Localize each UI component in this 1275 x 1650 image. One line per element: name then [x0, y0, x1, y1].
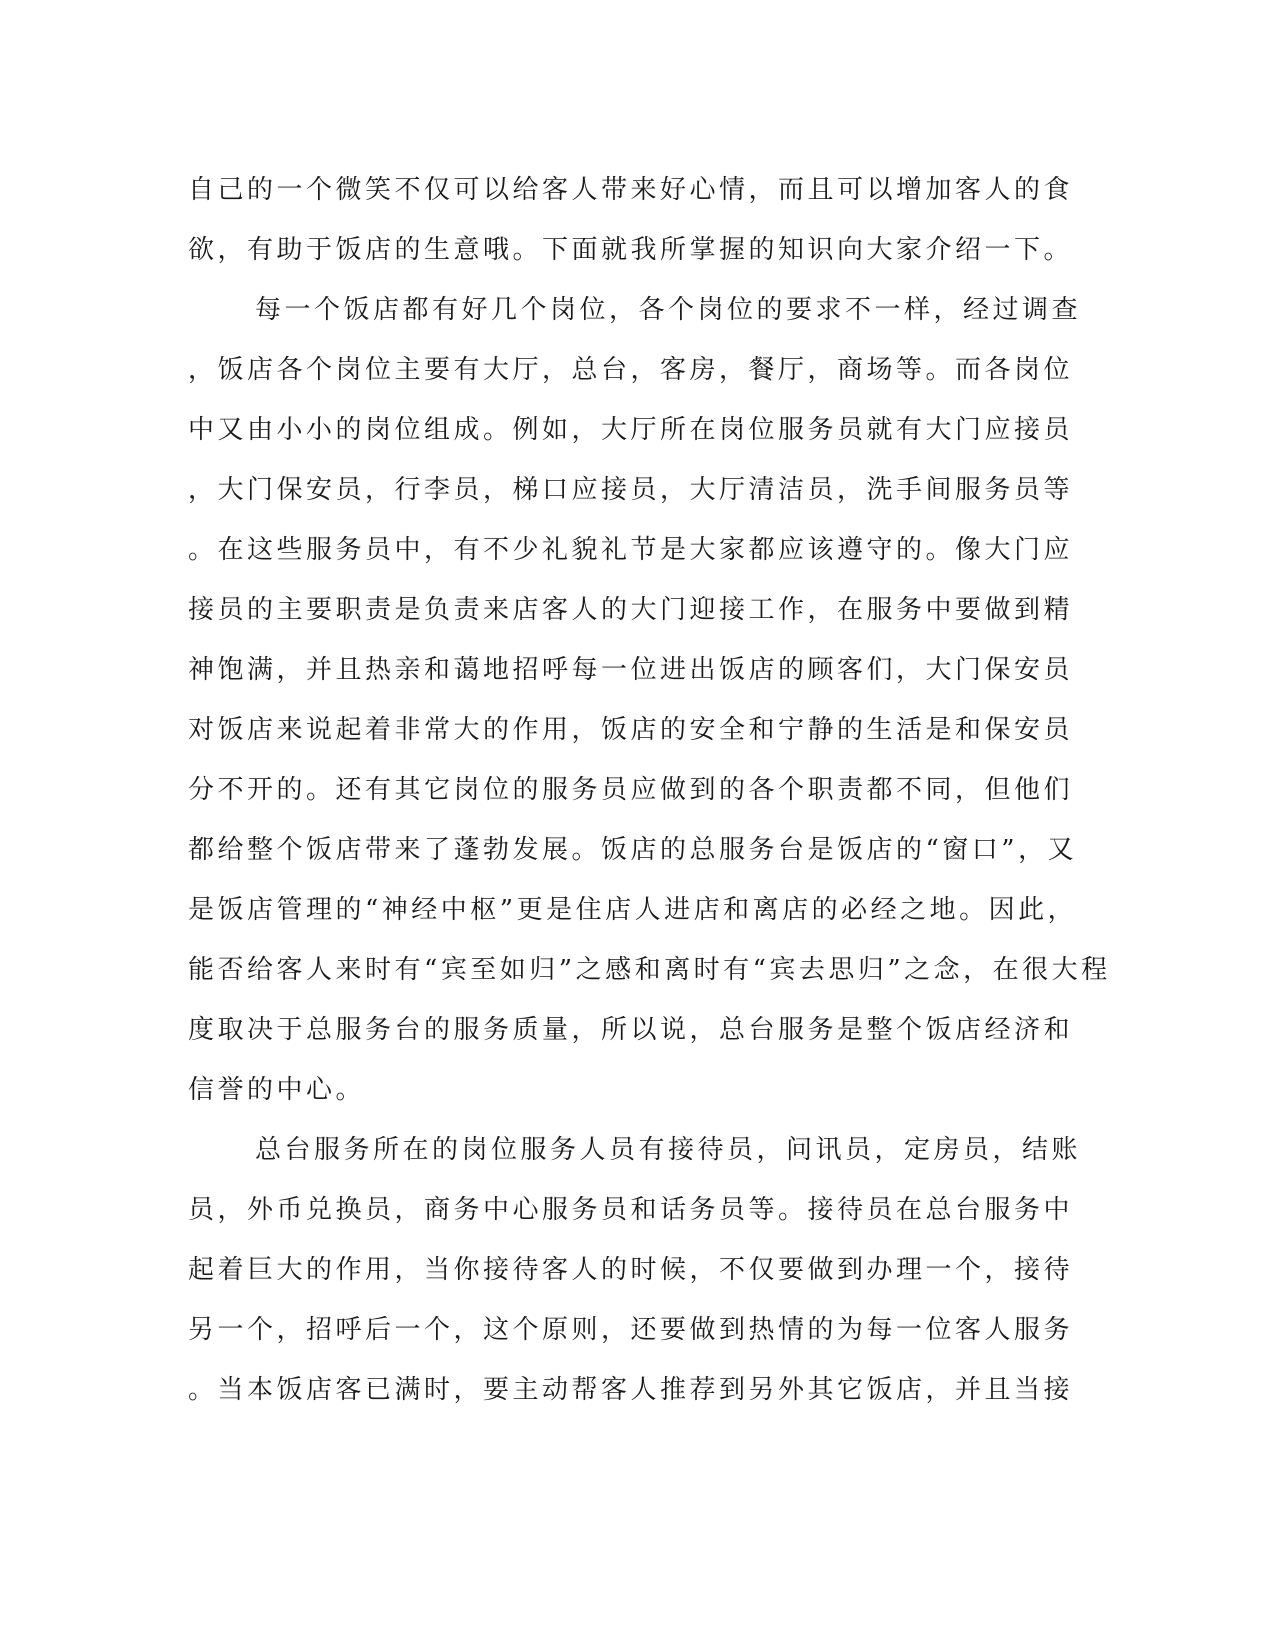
paragraph — [188, 280, 1111, 1120]
text-line: 对饭店来说起着非常大的作用，饭店的安全和宁静的生活是和保安员 — [188, 715, 1074, 745]
text-line: 。在这些服务员中，有不少礼貌礼节是大家都应该遵守的。像大门应 — [188, 535, 1074, 565]
text-line: 分不开的。还有其它岗位的服务员应做到的各个职责都不同，但他们 — [188, 775, 1074, 805]
text-line: 。当本饭店客已满时，要主动帮客人推荐到另外其它饭店，并且当接 — [188, 1375, 1074, 1405]
text-line: 中又由小小的岗位组成。例如，大厅所在岗位服务员就有大门应接员 — [188, 415, 1074, 445]
text-line: 都给整个饭店带来了蓬勃发展。饭店的总服务台是饭店的“窗口”，又 — [188, 835, 1078, 865]
text-line: 每一个饭店都有好几个岗位，各个岗位的要求不一样，经过调查 — [255, 295, 1082, 325]
text-line: 能否给客人来时有“宾至如归”之感和离时有“宾去思归”之念，在很大程 — [188, 955, 1111, 985]
text-line: 欲，有助于饭店的生意哦。下面就我所掌握的知识向大家介绍一下。 — [188, 235, 1074, 265]
paragraph — [188, 1120, 1088, 1420]
text-line: 度取决于总服务台的服务质量，所以说，总台服务是整个饭店经济和 — [188, 1015, 1074, 1045]
text-line: 是饭店管理的“神经中枢”更是住店人进店和离店的必经之地。因此， — [188, 895, 1078, 925]
text-line: 另一个，招呼后一个，这个原则，还要做到热情的为每一位客人服务 — [188, 1315, 1074, 1345]
text-line: 接员的主要职责是负责来店客人的大门迎接工作，在服务中要做到精 — [188, 595, 1074, 625]
text-line: 起着巨大的作用，当你接待客人的时候，不仅要做到办理一个，接待 — [188, 1255, 1074, 1285]
text-line: ，大门保安员，行李员，梯口应接员，大厅清洁员，洗手间服务员等 — [188, 475, 1074, 505]
text-line: 自己的一个微笑不仅可以给客人带来好心情，而且可以增加客人的食 — [188, 175, 1074, 205]
document-body — [188, 160, 1111, 1420]
text-line: ，饭店各个岗位主要有大厅，总台，客房，餐厅，商场等。而各岗位 — [188, 355, 1074, 385]
text-line: 员，外币兑换员，商务中心服务员和话务员等。接待员在总台服务中 — [188, 1195, 1074, 1225]
text-line: 信誉的中心。 — [188, 1075, 366, 1105]
text-line: 神饱满，并且热亲和蔼地招呼每一位进出饭店的顾客们，大门保安员 — [188, 655, 1074, 685]
paragraph — [188, 160, 1088, 280]
text-line: 总台服务所在的岗位服务人员有接待员，问讯员，定房员，结账 — [255, 1135, 1082, 1165]
